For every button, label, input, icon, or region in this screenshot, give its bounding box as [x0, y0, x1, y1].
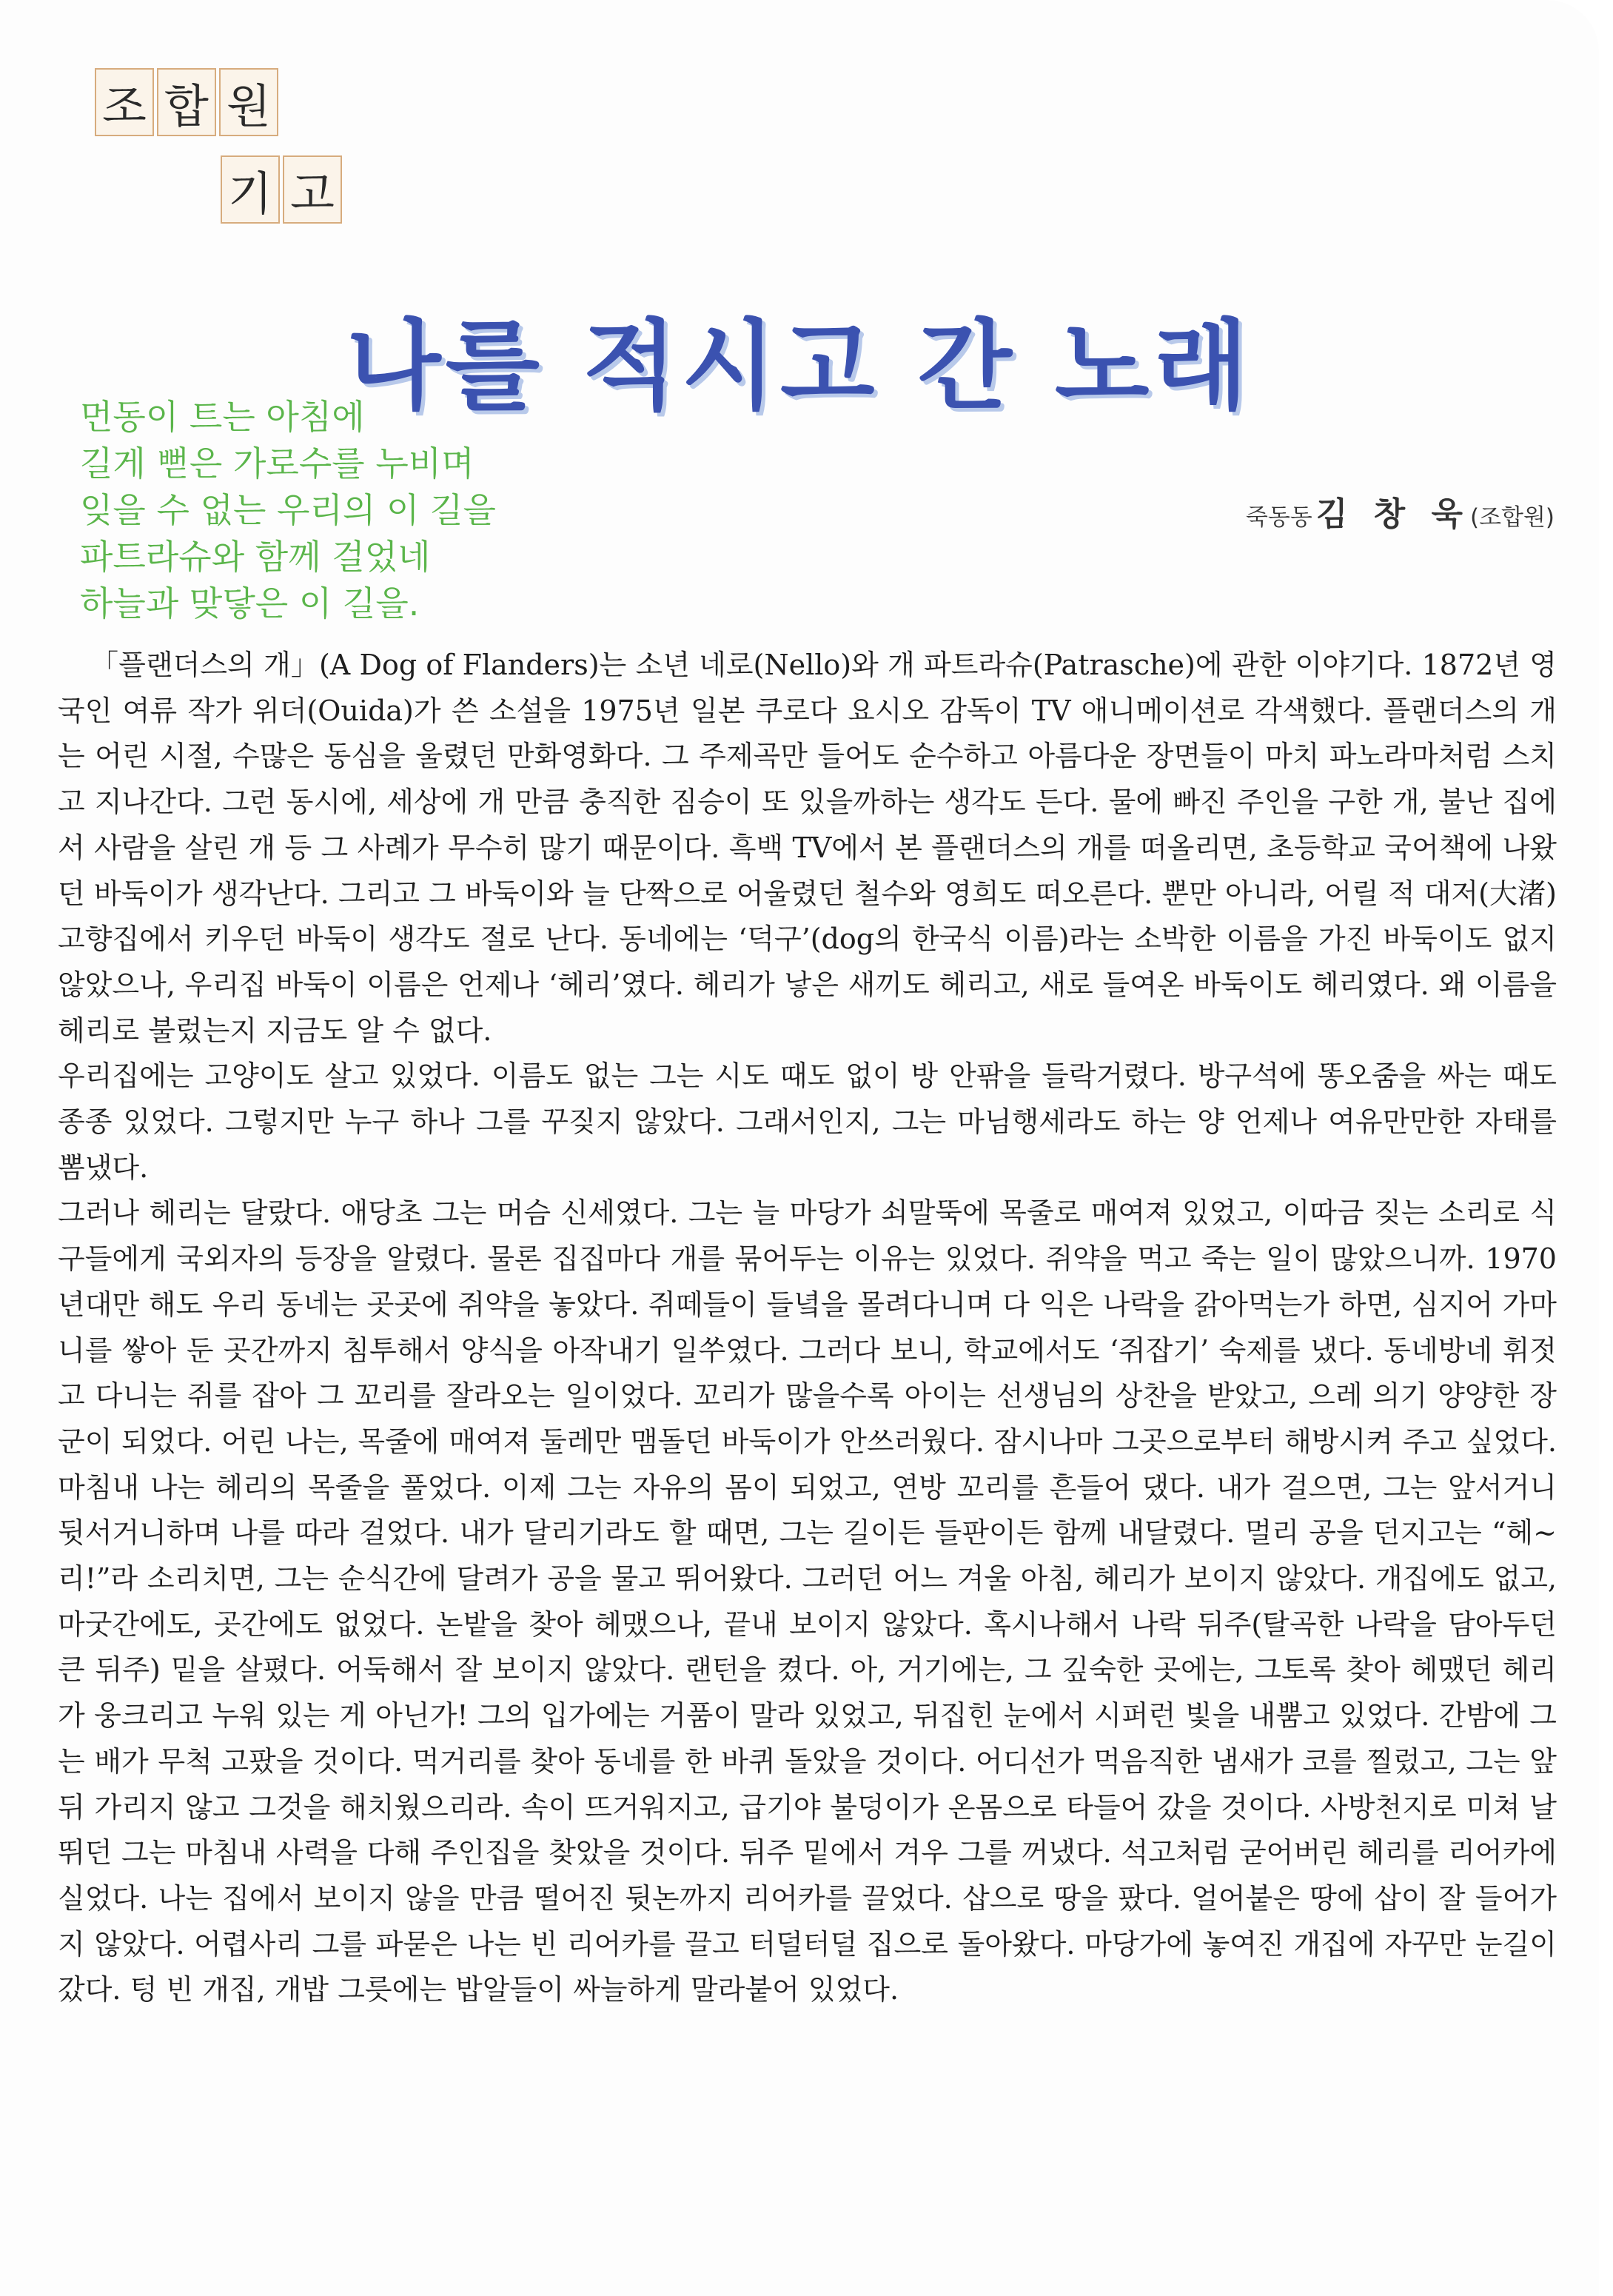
- category-char: 합: [157, 68, 216, 136]
- author-byline: [1246, 487, 1555, 535]
- body-paragraph: 「플랜더스의 개」(A Dog of Flanders)는 소년 네로(Nello)와 개 파트라슈(Patrasche)에 관한 이야기다. 1872년 영국인 여류 작가 위더(Ouida)가 쓴 소설을 1975년 일본 쿠로다 요시오 감독이 TV 애니메이션로 각색했다. 플랜더스의 개는 어린 시절, 수많은 동심을 울렸던 만화영화다. 그 주제곡만 들어도 순수하고 아름다운 장면들이 마치 파노라마처럼 스치고 지나간다. 그런 동시에, 세상에 개 만큼 충직한 짐승이 또 있을까하는 생각도 든다. 물에 빠진 주인을 구한 개, 불난 집에서 사람을 살린 개 등 그 사례가 무수히 많기 때문이다. 흑백 TV에서 본 플랜더스의 개를 떠올리면, 초등학교 국어책에 나왔던 바둑이가 생각난다. 그리고 그 바둑이와 늘 단짝으로 어울렸던 철수와 영희도 떠오른다. 뿐만 아니라, 어릴 적 대저(大渚) 고향집에서 키우던 바둑이 생각도 절로 난다. 동네에는 ‘덕구’(dog의 한국식 이름)라는 소박한 이름을 가진 바둑이도 없지 않았으나, 우리집 바둑이 이름은 언제나 ‘헤리’였다. 헤리가 낳은 새끼도 헤리고, 새로 들여온 바둑이도 헤리였다. 왜 이름을 헤리로 불렀는지 지금도 알 수 없다.: [58, 649, 1557, 1047]
- category-tag-row-2: [221, 155, 345, 224]
- poem-line: 먼동이 트는 아침에: [80, 397, 365, 437]
- poem-line: 하늘과 맞닿은 이 길을.: [80, 583, 420, 623]
- article-body: [58, 643, 1557, 2013]
- epigraph-poem: [80, 394, 496, 627]
- poem-line: 잊을 수 없는 우리의 이 길을: [80, 490, 496, 530]
- category-char: 기: [221, 155, 280, 224]
- author-role: (조합원): [1469, 504, 1555, 531]
- category-char: 원: [219, 68, 278, 136]
- category-char: 고: [283, 155, 342, 224]
- category-char: 조: [95, 68, 154, 136]
- category-tag-row-1: [95, 68, 281, 136]
- body-paragraph: 우리집에는 고양이도 살고 있었다. 이름도 없는 그는 시도 때도 없이 방 안팎을 들락거렸다. 방구석에 똥오줌을 싸는 때도 종종 있었다. 그렇지만 누구 하나 그를 꾸짖지 않았다. 그래서인지, 그는 마님행세라도 하는 양 언제나 여유만만한 자태를 뽐냈다.: [58, 1060, 1557, 1184]
- poem-line: 길게 뻗은 가로수를 누비며: [80, 444, 474, 483]
- author-name: 김 창 욱: [1315, 495, 1470, 533]
- article-title: 나를 적시고 간 노래: [346, 309, 1252, 424]
- poem-line: 파트라슈와 함께 걸었네: [80, 537, 431, 577]
- author-location: 죽동동: [1245, 504, 1312, 531]
- body-paragraph: 그러나 헤리는 달랐다. 애당초 그는 머슴 신세였다. 그는 늘 마당가 쇠말뚝에 목줄로 매여져 있었고, 이따금 짖는 소리로 식구들에게 국외자의 등장을 알렸다. 물론 집집마다 개를 묶어두는 이유는 있었다. 쥐약을 먹고 죽는 일이 많았으니까. 1970년대만 해도 우리 동네는 곳곳에 쥐약을 놓았다. 쥐떼들이 들녘을 몰려다니며 다 익은 나락을 갉아먹는가 하면, 심지어 가마니를 쌓아 둔 곳간까지 침투해서 양식을 아작내기 일쑤였다. 그러다 보니, 학교에서도 ‘쥐잡기’ 숙제를 냈다. 동네방네 휘젓고 다니는 쥐를 잡아 그 꼬리를 잘라오는 일이었다. 꼬리가 많을수록 아이는 선생님의 상찬을 받았고, 으레 의기 양양한 장군이 되었다. 어린 나는, 목줄에 매여져 둘레만 맴돌던 바둑이가 안쓰러웠다. 잠시나마 그곳으로부터 해방시켜 주고 싶었다. 마침내 나는 헤리의 목줄을 풀었다. 이제 그는 자유의 몸이 되었고, 연방 꼬리를 흔들어 댔다. 내가 걸으면, 그는 앞서거니 뒷서거니하며 나를 따라 걸었다. 내가 달리기라도 할 때면, 그는 길이든 들판이든 함께 내달렸다. 멀리 공을 던지고는 “헤~리!”라 소리치면, 그는 순식간에 달려가 공을 물고 뛰어왔다. 그러던 어느 겨울 아침, 헤리가 보이지 않았다. 개집에도 없고, 마굿간에도, 곳간에도 없었다. 논밭을 찾아 헤맸으나, 끝내 보이지 않았다. 혹시나해서 나락 뒤주(탈곡한 나락을 담아두던 큰 뒤주) 밑을 살폈다. 어둑해서 잘 보이지 않았다. 랜턴을 켰다. 아, 거기에는, 그 깊숙한 곳에는, 그토록 찾아 헤맸던 헤리가 웅크리고 누워 있는 게 아닌가! 그의 입가에는 거품이 말라 있었고, 뒤집힌 눈에서 시퍼런 빛을 내뿜고 있었다. 간밤에 그는 배가 무척 고팠을 것이다. 먹거리를 찾아 동네를 한 바퀴 돌았을 것이다. 어디선가 먹음직한 냄새가 코를 찔렀고, 그는 앞뒤 가리지 않고 그것을 해치웠으리라. 속이 뜨거워지고, 급기야 불덩이가 온몸으로 타들어 갔을 것이다. 사방천지로 미쳐 날뛰던 그는 마침내 사력을 다해 주인집을 찾았을 것이다. 뒤주 밑에서 겨우 그를 꺼냈다. 석고처럼 굳어버린 헤리를 리어카에 실었다. 나는 집에서 보이지 않을 만큼 떨어진 뒷논까지 리어카를 끌었다. 삽으로 땅을 팠다. 얼어붙은 땅에 삽이 잘 들어가지 않았다. 어렵사리 그를 파묻은 나는 빈 리어카를 끌고 터덜터덜 집으로 돌아왔다. 마당가에 놓여진 개집에 자꾸만 눈길이 갔다. 텅 빈 개집, 개밥 그릇에는 밥알들이 싸늘하게 말라붙어 있었다.: [58, 1196, 1557, 2007]
